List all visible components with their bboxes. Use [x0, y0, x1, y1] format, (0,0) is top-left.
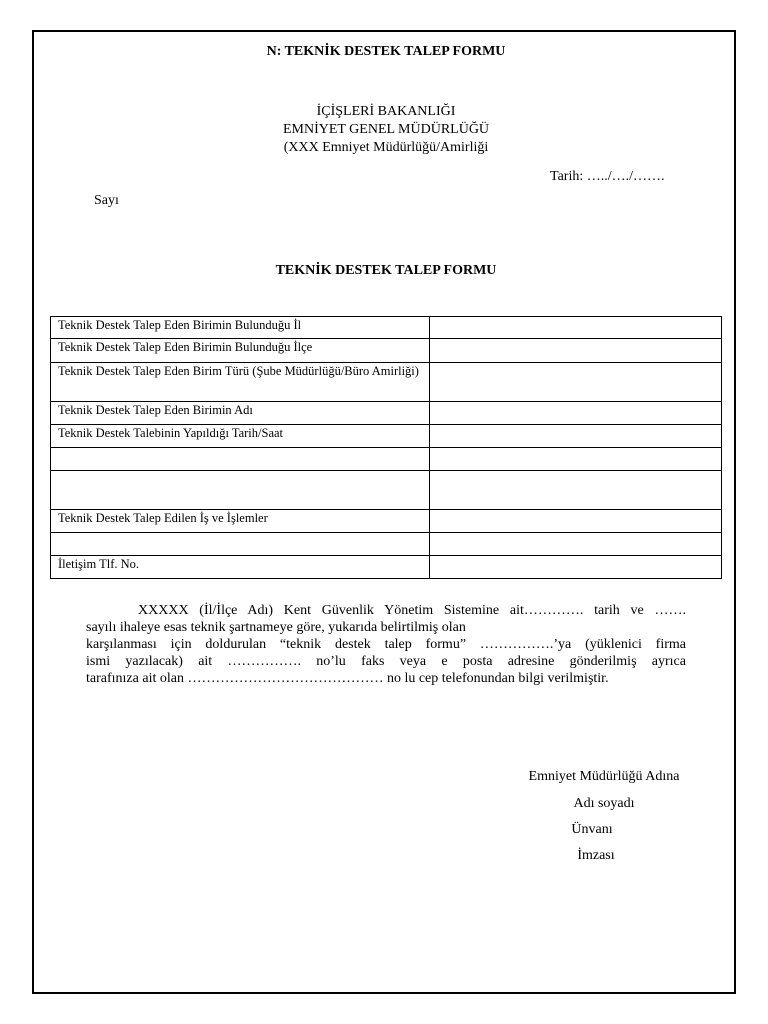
sayi-label: Sayı	[94, 193, 119, 208]
request-table	[50, 316, 722, 579]
row-value[interactable]	[430, 471, 722, 510]
row-label: İletişim Tlf. No.	[51, 556, 430, 579]
row-value[interactable]	[430, 448, 722, 471]
row-label	[51, 448, 430, 471]
ministry-name: İÇİŞLERİ BAKANLIĞI	[316, 104, 456, 119]
paragraph-line: XXXXX (İl/İlçe Adı) Kent Güvenlik Yönetim Sistemine ait…………. tarih ve …….	[138, 603, 686, 618]
table-row	[51, 363, 722, 402]
row-label	[51, 533, 430, 556]
paragraph-line: karşılanması için doldurulan “teknik destek talep formu” …………….’ya (yüklenici firma	[86, 637, 686, 652]
row-value[interactable]	[430, 510, 722, 533]
signature-title: Ünvanı	[571, 822, 613, 837]
table-row	[51, 402, 722, 425]
signature-on-behalf: Emniyet Müdürlüğü Adına	[528, 769, 680, 784]
date-field: Tarih: …../…./…….	[550, 169, 665, 184]
table-row	[51, 556, 722, 579]
row-label	[51, 471, 430, 510]
row-label: Teknik Destek Talebinin Yapıldığı Tarih/Saat	[51, 425, 430, 448]
row-label: Teknik Destek Talep Eden Birim Türü (Şube Müdürlüğü/Büro Amirliği)	[51, 363, 430, 402]
unit-name: (XXX Emniyet Müdürlüğü/Amirliği	[283, 140, 489, 155]
table-row	[51, 425, 722, 448]
table-row	[51, 317, 722, 339]
paragraph-line: tarafınıza ait olan …………………………………… no lu cep telefonundan bilgi verilmiştir.	[86, 671, 609, 686]
row-value[interactable]	[430, 556, 722, 579]
row-value[interactable]	[430, 533, 722, 556]
row-value[interactable]	[430, 317, 722, 339]
signature-signature: İmzası	[577, 848, 615, 863]
paragraph-line: ismi yazılacak) ait ……………. no’lu faks veya e posta adresine gönderilmiş ayrıca	[86, 654, 686, 669]
body-paragraph	[86, 602, 686, 687]
directorate-name: EMNİYET GENEL MÜDÜRLÜĞÜ	[282, 122, 490, 137]
row-value[interactable]	[430, 363, 722, 402]
table-row	[51, 510, 722, 533]
form-title: TEKNİK DESTEK TALEP FORMU	[275, 263, 497, 278]
row-label: Teknik Destek Talep Eden Birimin Bulunduğu İlçe	[51, 339, 430, 363]
row-label: Teknik Destek Talep Eden Birimin Bulunduğu İl	[51, 317, 430, 339]
row-label: Teknik Destek Talep Eden Birimin Adı	[51, 402, 430, 425]
table-row	[51, 448, 722, 471]
signature-name: Adı soyadı	[573, 796, 635, 811]
row-value[interactable]	[430, 339, 722, 363]
table-row	[51, 339, 722, 363]
row-label: Teknik Destek Talep Edilen İş ve İşlemler	[51, 510, 430, 533]
document-frame	[32, 30, 736, 994]
table-row	[51, 471, 722, 510]
table-row	[51, 533, 722, 556]
row-value[interactable]	[430, 402, 722, 425]
row-value[interactable]	[430, 425, 722, 448]
paragraph-line: sayılı ihaleye esas teknik şartnameye göre, yukarıda belirtilmiş olan	[86, 620, 466, 635]
top-title: N: TEKNİK DESTEK TALEP FORMU	[266, 44, 506, 59]
